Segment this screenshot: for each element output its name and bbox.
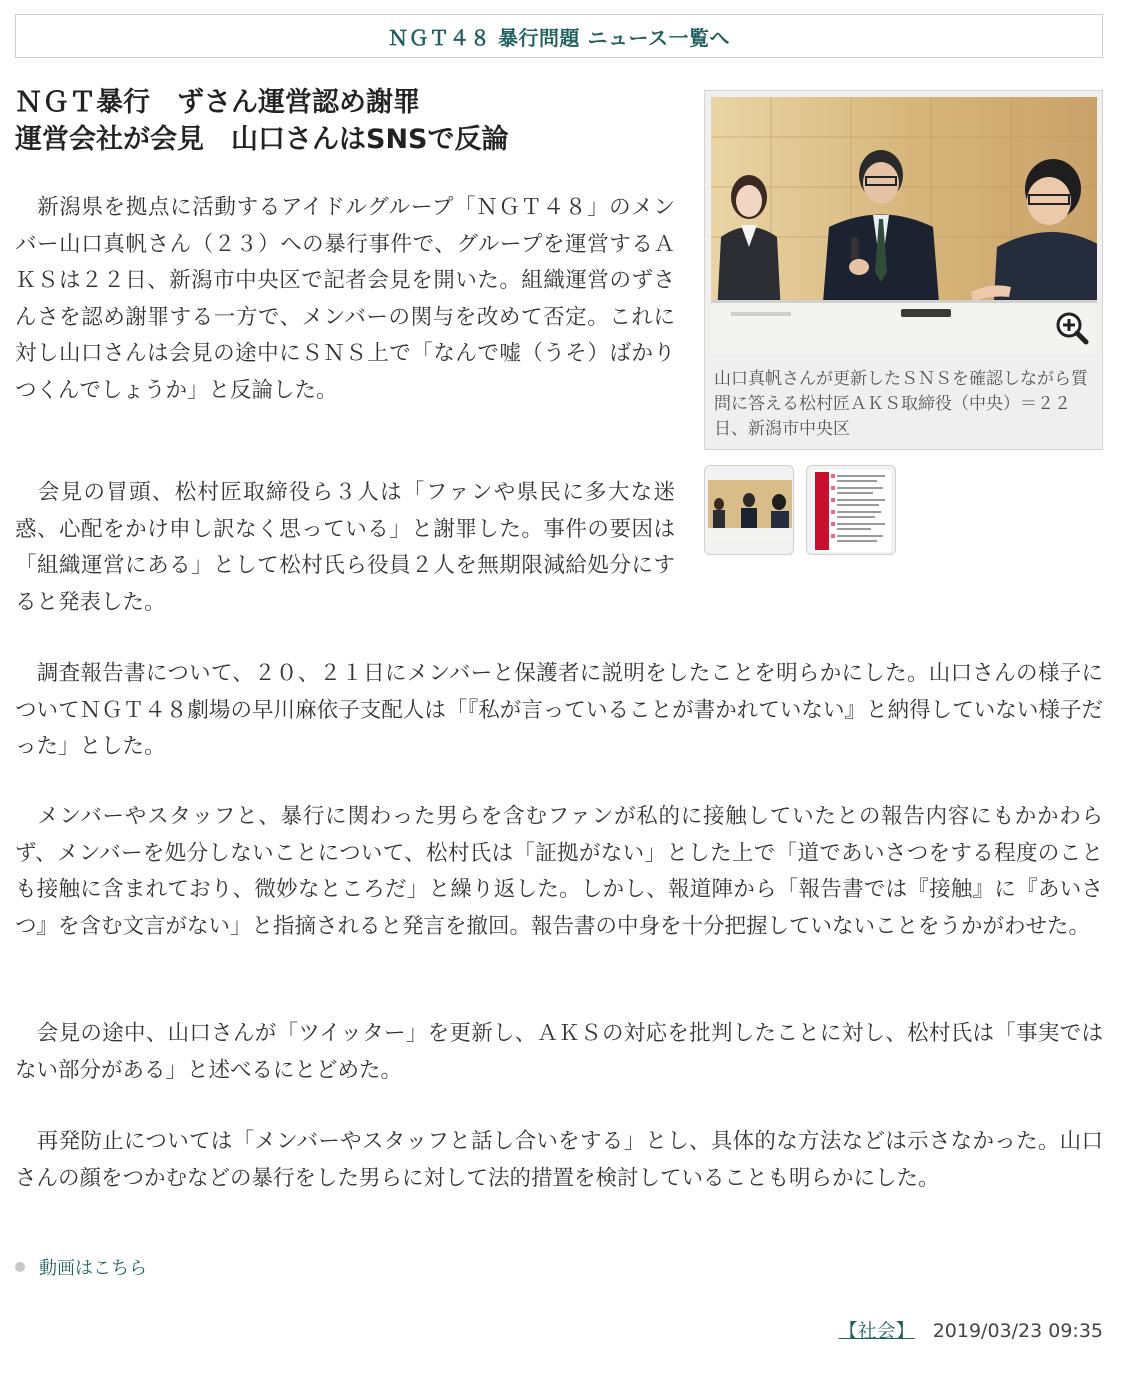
news-list-link[interactable]: ＮＧＴ４８ 暴行問題 ニュース一覧へ bbox=[388, 25, 730, 50]
video-link[interactable]: 動画はこちら bbox=[39, 1258, 147, 1279]
thumbnail-document[interactable] bbox=[806, 465, 896, 555]
thumbnail-photo-1[interactable] bbox=[704, 465, 794, 555]
thumbnail-document-image bbox=[807, 466, 896, 555]
category-link[interactable]: 【社会】 bbox=[838, 1320, 915, 1342]
article-paragraph-4: メンバーやスタッフと、暴行に関わった男らを含むファンが私的に接触していたとの報告内容にもかかわらず、メンバーを処分しないことについて、松村氏は「証拠がない」とした上で「道であいさつをする程度のことも接触に含まれており、微妙なところだ」と繰り返した。しかし、報道陣から「報告書では『接触』に『あいさつ』を含む文言がない」と指摘されると発言を撤回。報告書の中身を十分把握していないことをうかがわせた。 bbox=[15, 804, 1103, 939]
article-paragraph-6: 再発防止については「メンバーやスタッフと話し合いをする」とし、具体的な方法などは示さなかった。山口さんの顔をつかむなどの暴行をした男らに対して法的措置を検討していることも明らかにした。 bbox=[15, 1129, 1103, 1191]
article-paragraph-5: 会見の途中、山口さんが「ツイッター」を更新し、ＡＫＳの対応を批判したことに対し、松村氏は「事実ではない部分がある」と述べるにとどめた。 bbox=[15, 1021, 1103, 1083]
headline-line-1: ＮＧＴ暴行 ずさん運営認め謝罪 bbox=[15, 87, 420, 118]
headline-line-2: 運営会社が会見 山口さんはSNSで反論 bbox=[15, 124, 509, 155]
publish-timestamp: 2019/03/23 09:35 bbox=[932, 1320, 1103, 1342]
photo-caption: 山口真帆さんが更新したＳＮＳを確認しながら質問に答える松村匠ＡＫＳ取締役（中央）＝２２日、新潟市中央区 bbox=[714, 369, 1088, 439]
article-footer bbox=[839, 1316, 1103, 1343]
video-link-row bbox=[15, 1254, 147, 1280]
main-photo-box bbox=[704, 90, 1103, 450]
main-photo[interactable] bbox=[711, 97, 1097, 353]
press-conference-illustration bbox=[711, 97, 1097, 353]
article-headline bbox=[15, 84, 685, 158]
news-list-link-box bbox=[15, 14, 1103, 58]
article-paragraph-2: 会見の冒頭、松村匠取締役ら３人は「ファンや県民に多大な迷惑、心配をかけ申し訳なく思っている」と謝罪した。事件の要因は「組織運営にある」として松村氏ら役員２人を無期限減給処分にすると発表した。 bbox=[15, 480, 675, 615]
article-paragraph-3: 調査報告書について、２０、２１日にメンバーと保護者に説明をしたことを明らかにした。山口さんの様子についてＮＧＴ４８劇場の早川麻依子支配人は「『私が言っていることが書かれていない』と納得していない様子だった」とした。 bbox=[15, 661, 1103, 759]
thumbnail-photo-1-image bbox=[705, 466, 794, 555]
article-paragraph-1: 新潟県を拠点に活動するアイドルグループ「ＮＧＴ４８」のメンバー山口真帆さん（２３）への暴行事件で、グループを運営するＡＫＳは２２日、新潟市中央区で記者会見を開いた。組織運営のずさんさを認め謝罪する一方で、メンバーの関与を改めて否定。これに対し山口さんは会見の途中にＳＮＳ上で「なんで嘘（うそ）ばかりつくんでしょうか」と反論した。 bbox=[15, 195, 675, 403]
zoom-in-icon[interactable] bbox=[1055, 311, 1089, 345]
bullet-icon bbox=[15, 1262, 25, 1272]
